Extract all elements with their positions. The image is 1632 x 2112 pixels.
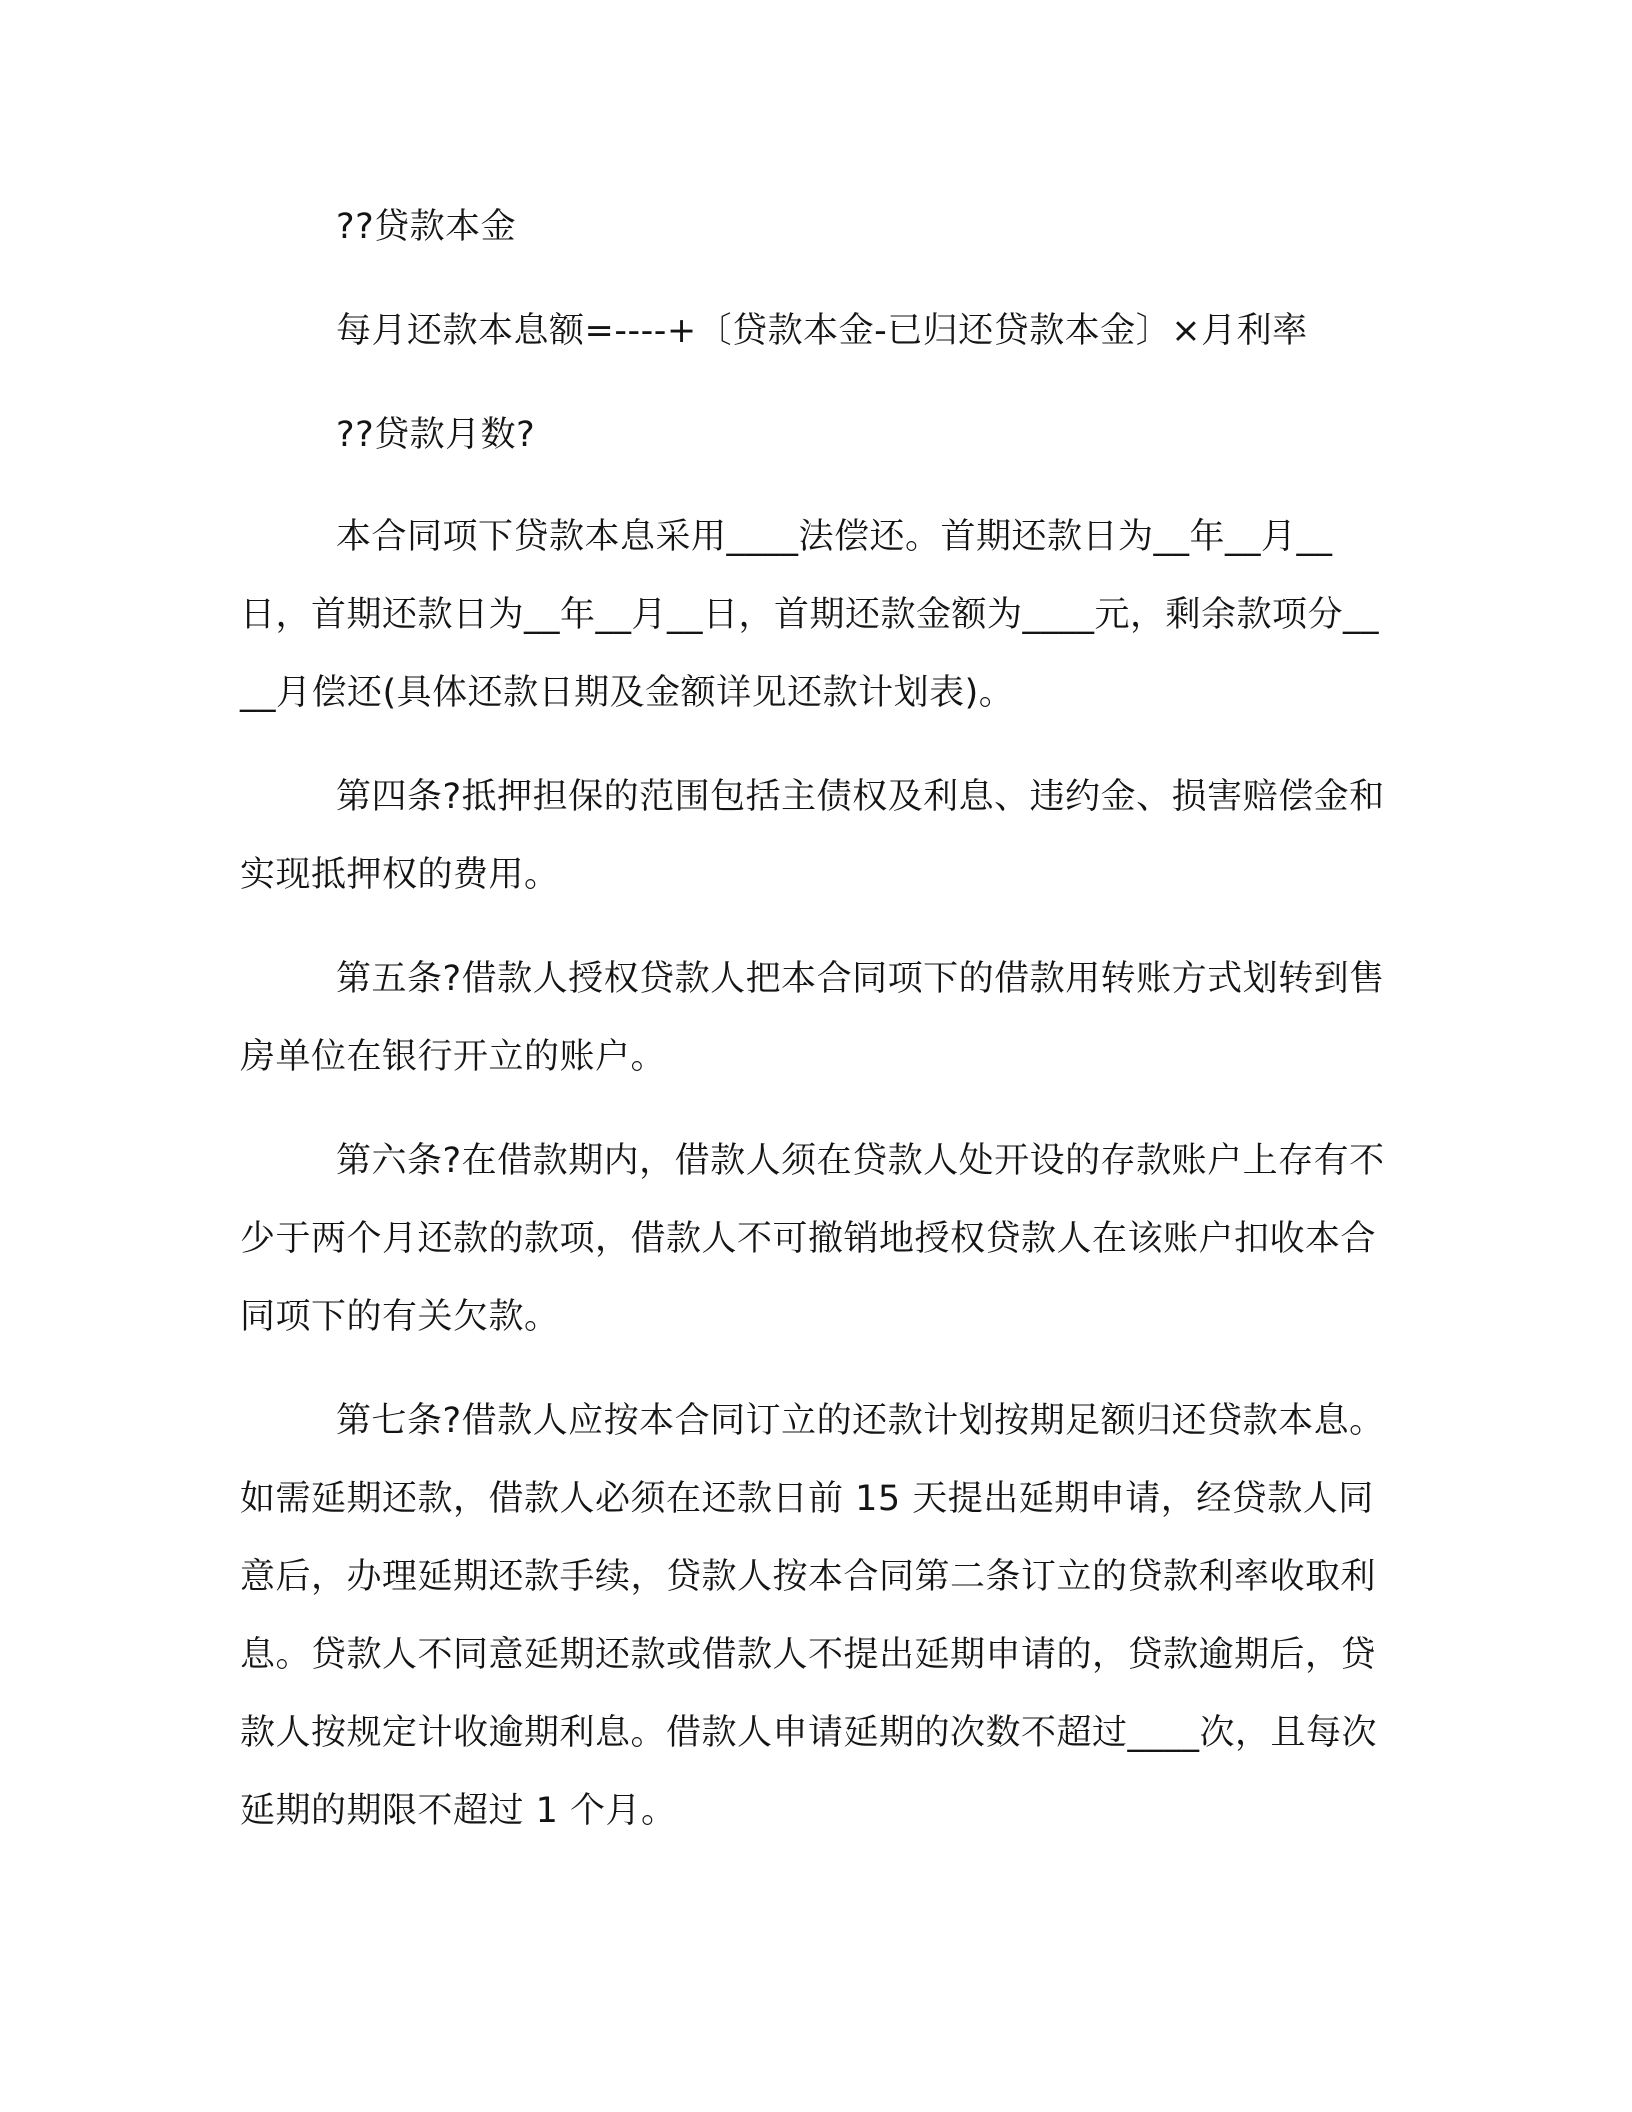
formula-line-loan-months: ??贷款月数?	[336, 415, 536, 455]
formula-line-monthly-payment: 每月还款本息额=----+〔贷款本金-已归还贷款本金〕×月利率	[336, 311, 1308, 351]
paragraph-article-5: 第五条?借款人授权贷款人把本合同项下的借款用转账方式划转到售房单位在银行开立的账户。	[240, 959, 1385, 1077]
contract-text	[240, 188, 1390, 1850]
paragraph-article-4: 第四条?抵押担保的范围包括主债权及利息、违约金、损害赔偿金和实现抵押权的费用。	[240, 777, 1385, 895]
paragraph-article-7: 第七条?借款人应按本合同订立的还款计划按期足额归还贷款本息。如需延期还款，借款人必须在还款日前 15 天提出延期申请，经贷款人同意后，办理延期还款手续，贷款人按本合同第二条订立的贷款利率收取利息。贷款人不同意延期还款或借款人不提出延期申请的，贷款逾期后，贷款人按规定计收逾期利息。借款人申请延期的次数不超过____次，且每次延期的期限不超过 1 个月。	[240, 1401, 1385, 1831]
paragraph-article-6: 第六条?在借款期内，借款人须在贷款人处开设的存款账户上存有不少于两个月还款的款项，借款人不可撤销地授权贷款人在该账户扣收本合同项下的有关欠款。	[240, 1141, 1385, 1337]
paragraph-repayment-method: 本合同项下贷款本息采用____法偿还。首期还款日为__年__月__日，首期还款日为__年__月__日，首期还款金额为____元，剩余款项分____月偿还(具体还款日期及金额详见还款计划表)。	[240, 517, 1380, 713]
formula-line-principal: ??贷款本金	[336, 207, 517, 247]
